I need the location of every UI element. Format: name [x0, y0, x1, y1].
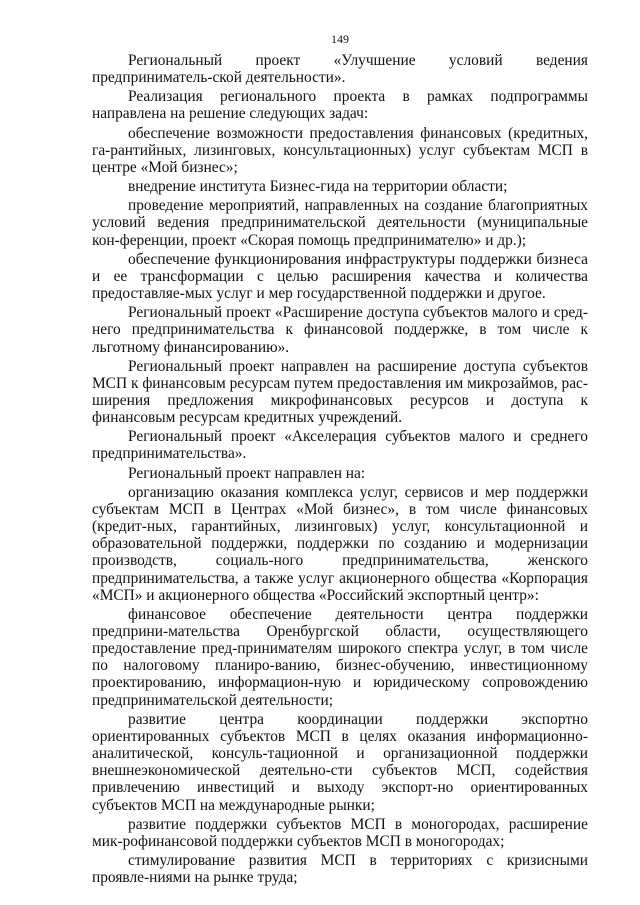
paragraph: обеспечение возможности предоставления финансовых (кредитных, га-рантийных, лизинговых, консультационных) услуг субъектам МСП в центре «Мой бизнес»;	[92, 124, 588, 176]
paragraph: внедрение института Бизнес-гида на территории области;	[128, 178, 508, 196]
paragraph: обеспечение функционирования инфраструктуры поддержки бизнеса и ее трансформации с целью расширения качества и количества предоставляе-мых услуг и мер государственной поддержки и другое.	[92, 250, 588, 303]
paragraph: развитие центра координации поддержки экспортно ориентированных субъектов МСП в целях оказания информационно-аналитической, консуль-тационной и организационной поддержки внешнеэкономической деятельно-сти субъектов МСП, содействия привлечению инвестиций и выходу экспорт-но ориентированных субъектов МСП на международные рынки;	[92, 710, 588, 814]
paragraph: стимулирование развития МСП в территориях с кризисными проявле-ниями на рынке труда;	[92, 852, 588, 887]
page-number: 149	[331, 32, 349, 46]
body-text	[92, 52, 588, 886]
paragraph: Региональный проект «Акселерация субъектов малого и среднего предпринимательства».	[92, 428, 588, 463]
paragraph: Региональный проект «Улучшение условий ведения предприниматель-ской деятельности».	[92, 52, 588, 87]
paragraph: Региональный проект «Расширение доступа субъектов малого и сред-него предпринимательства к финансовой поддержке, в том числе к льготному финансированию».	[92, 304, 588, 356]
paragraph: организацию оказания комплекса услуг, сервисов и мер поддержки субъектам МСП в Центрах «Мой бизнес», в том числе финансовых (кредит-ных, гарантийных, лизинговых) услуг, консультационной и образовательной поддержки, поддержки по созданию и модернизации производств, социаль-ного предпринимательства, женского предпринимательства, а также услуг акционерного общества «Корпорация «МСП» и акционерного общества «Российский экспортный центр»:	[92, 483, 588, 604]
paragraph: проведение мероприятий, направленных на создание благоприятных условий ведения предпринимательской деятельности (муниципальные кон-ференции, проект «Скорая помощь предпринимателю» и др.);	[92, 197, 588, 249]
paragraph: Региональный проект направлен на расширение доступа субъектов МСП к финансовым ресурсам путем предоставления им микрозаймов, рас-ширения предложения микрофинансовых ресурсов и доступа к финансовым ресурсам кредитных учреждений.	[92, 357, 588, 427]
paragraph: развитие поддержки субъектов МСП в моногородах, расширение мик-рофинансовой поддержки субъектов МСП в моногородах;	[92, 815, 588, 850]
paragraph: Реализация регионального проекта в рамках подпрограммы направлена на решение следующих задач:	[92, 88, 588, 123]
paragraph: финансовое обеспечение деятельности центра поддержки предприни-мательства Оренбургской области, осуществляющего предоставление пред-принимателям широкого спектра услуг, в том числе по налоговому планиро-ванию, бизнес-обучению, инвестиционному проектированию, информацион-ную и юридическому сопровождению предпринимательской деятельности;	[92, 605, 588, 709]
paragraph: Региональный проект направлен на:	[128, 464, 366, 482]
